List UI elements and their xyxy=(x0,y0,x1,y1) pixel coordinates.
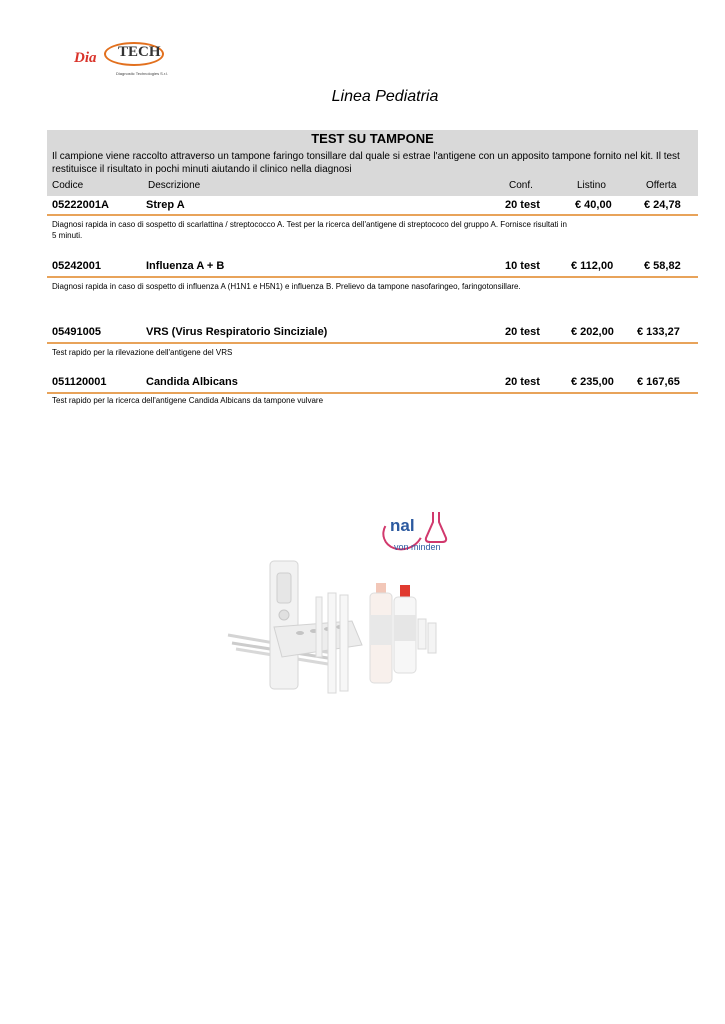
product-code: 05491005 xyxy=(52,326,101,338)
logo-brand-left: Dia xyxy=(74,50,97,66)
product-name: Strep A xyxy=(146,199,185,211)
product-list-price: € 235,00 xyxy=(571,376,614,388)
row-divider xyxy=(47,214,698,216)
logo-brand-right: TECH xyxy=(118,44,161,60)
section-title: TEST SU TAMPONE xyxy=(311,131,434,146)
partner-logo-subtitle: von minden xyxy=(394,542,441,552)
column-header-description: Descrizione xyxy=(148,180,201,191)
product-description: Diagnosi rapida in caso di sospetto di influenza A (H1N1 e H5N1) e influenza B. Prelievo da tampone nasofaringeo, faringotonsillare. xyxy=(52,282,521,291)
product-name: Influenza A + B xyxy=(146,260,225,272)
partner-logo-name: nal xyxy=(390,516,415,535)
column-header-list: Listino xyxy=(577,180,606,191)
flask-icon xyxy=(424,510,448,544)
product-conf: 10 test xyxy=(505,260,540,272)
product-offer-price: € 24,78 xyxy=(644,199,681,211)
product-offer-price: € 167,65 xyxy=(637,376,680,388)
product-name: Candida Albicans xyxy=(146,376,238,388)
product-conf: 20 test xyxy=(505,326,540,338)
product-code: 05222001A xyxy=(52,199,109,211)
product-description: Test rapido per la ricerca dell'antigene Candida Albicans da tampone vulvare xyxy=(52,396,324,405)
product-conf: 20 test xyxy=(505,376,540,388)
product-description: Diagnosi rapida in caso di sospetto di scarlattina / streptococco A. Test per la ricerca dell'antigene di streptococo del gruppo A. Fornisce risultati in 5 minuti. xyxy=(52,220,567,240)
product-name: VRS (Virus Respiratorio Sinciziale) xyxy=(146,326,328,338)
product-code: 051120001 xyxy=(52,376,107,388)
product-conf: 20 test xyxy=(505,199,540,211)
product-offer-price: € 133,27 xyxy=(637,326,680,338)
product-list-price: € 112,00 xyxy=(571,260,614,272)
product-list-price: € 202,00 xyxy=(571,326,614,338)
product-list-price: € 40,00 xyxy=(575,199,612,211)
row-divider xyxy=(47,392,698,394)
document-title: Linea Pediatria xyxy=(331,88,439,105)
product-description: Test rapido per la rilevazione dell'antigene del VRS xyxy=(52,348,233,357)
diatech-logo xyxy=(70,40,170,80)
test-kit-illustration xyxy=(222,553,442,703)
product-offer-price: € 58,82 xyxy=(644,260,681,272)
row-divider xyxy=(47,342,698,344)
column-header-code: Codice xyxy=(52,180,84,191)
column-header-offer: Offerta xyxy=(646,180,677,191)
section-intro: Il campione viene raccolto attraverso un tampone faringo tonsillare dal quale si estrae l'antigene con un apposito tampone fornito nel kit. Il test restituisce il risultato in pochi minuti aiutando il clinico nella diagnosi xyxy=(52,151,680,175)
logo-tagline: Diagnostic Technologies S.r.l. xyxy=(116,71,169,76)
column-header-conf: Conf. xyxy=(509,180,533,191)
product-code: 05242001 xyxy=(52,260,101,272)
row-divider xyxy=(47,276,698,278)
